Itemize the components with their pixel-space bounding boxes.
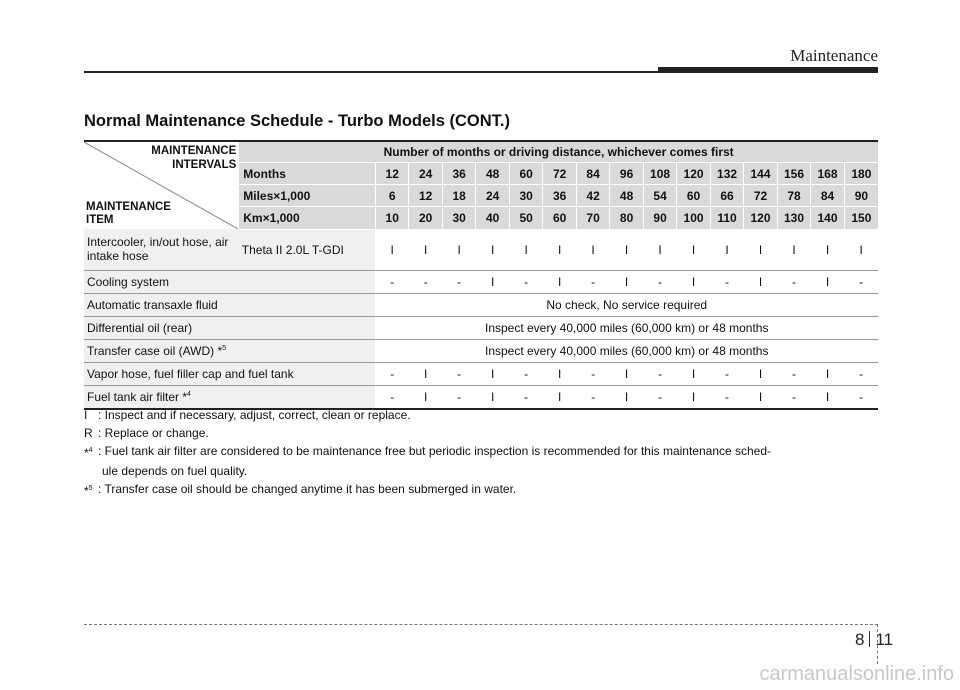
chapter-number: 8 <box>855 630 865 649</box>
maintenance-item: Vapor hose, fuel filler cap and fuel tank <box>84 362 375 385</box>
interval-value: 24 <box>409 163 442 185</box>
interval-value: 144 <box>744 163 777 185</box>
table-row <box>84 385 878 409</box>
interval-value: 10 <box>375 207 408 229</box>
legend-key: I <box>84 408 88 422</box>
maintenance-item: Automatic transaxle fluid <box>84 293 375 316</box>
interval-value: 96 <box>610 163 643 185</box>
legend-notes <box>84 406 878 500</box>
schedule-mark: I <box>811 270 844 293</box>
schedule-mark: I <box>677 229 710 270</box>
table-corner-header <box>84 141 239 229</box>
schedule-mark: I <box>476 385 509 409</box>
schedule-mark: - <box>710 362 743 385</box>
interval-value: 140 <box>811 207 844 229</box>
section-title: Maintenance <box>790 46 878 65</box>
schedule-mark: - <box>643 362 676 385</box>
footnote-ref: 4 <box>187 390 191 398</box>
interval-value: 60 <box>677 185 710 207</box>
interval-value: 40 <box>476 207 509 229</box>
interval-value: 48 <box>610 185 643 207</box>
interval-value: 48 <box>476 163 509 185</box>
schedule-mark: I <box>811 385 844 409</box>
schedule-mark: I <box>677 362 710 385</box>
schedule-mark: I <box>543 385 576 409</box>
footnote-ref: 5 <box>222 344 227 352</box>
interval-value: 20 <box>409 207 442 229</box>
schedule-mark: I <box>476 362 509 385</box>
schedule-mark: I <box>777 229 810 270</box>
schedule-mark: - <box>509 362 542 385</box>
legend-text: : Inspect and if necessary, adjust, correct, clean or replace. <box>98 408 411 422</box>
interval-value: 30 <box>442 207 475 229</box>
interval-label: Km×1,000 <box>239 207 376 229</box>
schedule-mark: I <box>409 229 442 270</box>
interval-value: 90 <box>643 207 676 229</box>
schedule-mark: - <box>643 385 676 409</box>
schedule-mark: - <box>409 270 442 293</box>
maintenance-item: Differential oil (rear) <box>84 316 375 339</box>
schedule-mark: - <box>777 362 810 385</box>
schedule-mark: I <box>811 362 844 385</box>
interval-value: 120 <box>677 163 710 185</box>
interval-value: 36 <box>442 163 475 185</box>
schedule-mark: I <box>610 229 643 270</box>
page-number <box>855 630 893 650</box>
schedule-mark: I <box>543 229 576 270</box>
table-row <box>84 270 878 293</box>
maintenance-schedule-table <box>84 140 878 410</box>
schedule-mark: I <box>442 229 475 270</box>
schedule-mark: I <box>409 385 442 409</box>
schedule-mark: - <box>643 270 676 293</box>
schedule-note: Inspect every 40,000 miles (60,000 km) or 48 months <box>375 339 878 362</box>
legend-note <box>84 480 878 500</box>
page-number-value: 11 <box>875 630 894 649</box>
table-row <box>84 316 878 339</box>
schedule-mark: I <box>576 229 609 270</box>
header-rule-bold <box>658 67 878 73</box>
maintenance-item: Transfer case oil (AWD) *$^5$ <box>84 339 375 362</box>
interval-value: 66 <box>710 185 743 207</box>
schedule-mark: I <box>744 270 777 293</box>
table-row <box>84 362 878 385</box>
watermark: carmanualsonline.info <box>759 663 954 685</box>
interval-value: 42 <box>576 185 609 207</box>
table-row <box>84 293 878 316</box>
interval-value: 84 <box>811 185 844 207</box>
schedule-mark: - <box>844 362 878 385</box>
interval-value: 24 <box>476 185 509 207</box>
legend-key: *$^4$ <box>84 446 93 460</box>
schedule-mark: - <box>375 385 408 409</box>
schedule-mark: - <box>777 270 810 293</box>
interval-value: 100 <box>677 207 710 229</box>
schedule-mark: - <box>710 270 743 293</box>
schedule-mark: I <box>744 362 777 385</box>
schedule-mark: I <box>610 385 643 409</box>
schedule-mark: I <box>476 229 509 270</box>
schedule-note: Inspect every 40,000 miles (60,000 km) or 48 months <box>375 316 878 339</box>
legend-key: R <box>84 426 93 440</box>
interval-value: 80 <box>610 207 643 229</box>
engine-variant: Theta II 2.0L T-GDI <box>239 229 376 270</box>
footer-rule <box>84 624 878 625</box>
table-row <box>84 339 878 362</box>
legend-text-continued: ule depends on fuel quality. <box>102 464 248 478</box>
schedule-mark: I <box>744 229 777 270</box>
schedule-mark: - <box>844 270 878 293</box>
schedule-mark: I <box>710 229 743 270</box>
interval-value: 78 <box>777 185 810 207</box>
schedule-mark: - <box>844 385 878 409</box>
interval-value: 150 <box>844 207 878 229</box>
interval-value: 50 <box>509 207 542 229</box>
footnote-number: 4 <box>88 447 93 454</box>
schedule-mark: - <box>710 385 743 409</box>
schedule-mark: - <box>509 385 542 409</box>
schedule-mark: I <box>375 229 408 270</box>
schedule-mark: I <box>509 229 542 270</box>
maintenance-item: Intercooler, in/out hose, air intake hose <box>84 229 239 270</box>
interval-value: 90 <box>844 185 878 207</box>
schedule-mark: I <box>811 229 844 270</box>
interval-value: 70 <box>576 207 609 229</box>
schedule-mark: - <box>442 385 475 409</box>
interval-value: 180 <box>844 163 878 185</box>
interval-value: 54 <box>643 185 676 207</box>
schedule-mark: I <box>677 385 710 409</box>
schedule-mark: I <box>476 270 509 293</box>
schedule-note: No check, No service required <box>375 293 878 316</box>
legend-note <box>84 406 878 424</box>
table-row <box>84 229 878 270</box>
schedule-mark: I <box>610 270 643 293</box>
table-caption: Number of months or driving distance, whichever comes first <box>239 141 878 163</box>
legend-text: : Replace or change. <box>98 426 209 440</box>
page-heading: Normal Maintenance Schedule - Turbo Models (CONT.) <box>84 112 510 130</box>
schedule-mark: - <box>442 270 475 293</box>
corner-item-label: MAINTENANCE ITEM <box>86 201 171 226</box>
maintenance-item: Fuel tank air filter *$^4$ <box>84 385 375 409</box>
schedule-mark: I <box>677 270 710 293</box>
schedule-mark: - <box>442 362 475 385</box>
interval-value: 168 <box>811 163 844 185</box>
legend-note <box>84 442 878 462</box>
interval-value: 120 <box>744 207 777 229</box>
legend-text: : Fuel tank air filter are considered to be maintenance free but periodic inspection is recommended for this maintenance sched- <box>98 444 772 458</box>
interval-value: 36 <box>543 185 576 207</box>
schedule-mark: - <box>576 385 609 409</box>
schedule-mark: - <box>777 385 810 409</box>
interval-label: Miles×1,000 <box>239 185 376 207</box>
interval-value: 6 <box>375 185 408 207</box>
interval-value: 156 <box>777 163 810 185</box>
legend-key: *$^5$ <box>84 484 93 498</box>
schedule-mark: I <box>543 270 576 293</box>
interval-value: 130 <box>777 207 810 229</box>
schedule-mark: I <box>744 385 777 409</box>
interval-value: 108 <box>643 163 676 185</box>
interval-label: Months <box>239 163 376 185</box>
schedule-mark: - <box>576 362 609 385</box>
header-rule <box>84 71 658 73</box>
interval-value: 132 <box>710 163 743 185</box>
interval-value: 84 <box>576 163 609 185</box>
maintenance-item: Cooling system <box>84 270 375 293</box>
legend-note <box>84 424 878 442</box>
interval-value: 12 <box>375 163 408 185</box>
schedule-mark: - <box>509 270 542 293</box>
schedule-mark: I <box>409 362 442 385</box>
schedule-mark: - <box>576 270 609 293</box>
schedule-mark: I <box>543 362 576 385</box>
schedule-mark: I <box>643 229 676 270</box>
interval-value: 60 <box>509 163 542 185</box>
schedule-mark: I <box>610 362 643 385</box>
schedule-mark: - <box>375 270 408 293</box>
footnote-number: 5 <box>88 485 93 492</box>
interval-value: 72 <box>744 185 777 207</box>
caption-row <box>84 141 878 163</box>
interval-value: 60 <box>543 207 576 229</box>
interval-value: 110 <box>710 207 743 229</box>
interval-value: 72 <box>543 163 576 185</box>
schedule-mark: - <box>375 362 408 385</box>
schedule-mark: I <box>844 229 878 270</box>
legend-text: : Transfer case oil should be changed anytime it has been submerged in water. <box>98 482 517 496</box>
corner-intervals-label: MAINTENANCE INTERVALS <box>151 145 237 171</box>
interval-value: 30 <box>509 185 542 207</box>
interval-value: 18 <box>442 185 475 207</box>
interval-value: 12 <box>409 185 442 207</box>
